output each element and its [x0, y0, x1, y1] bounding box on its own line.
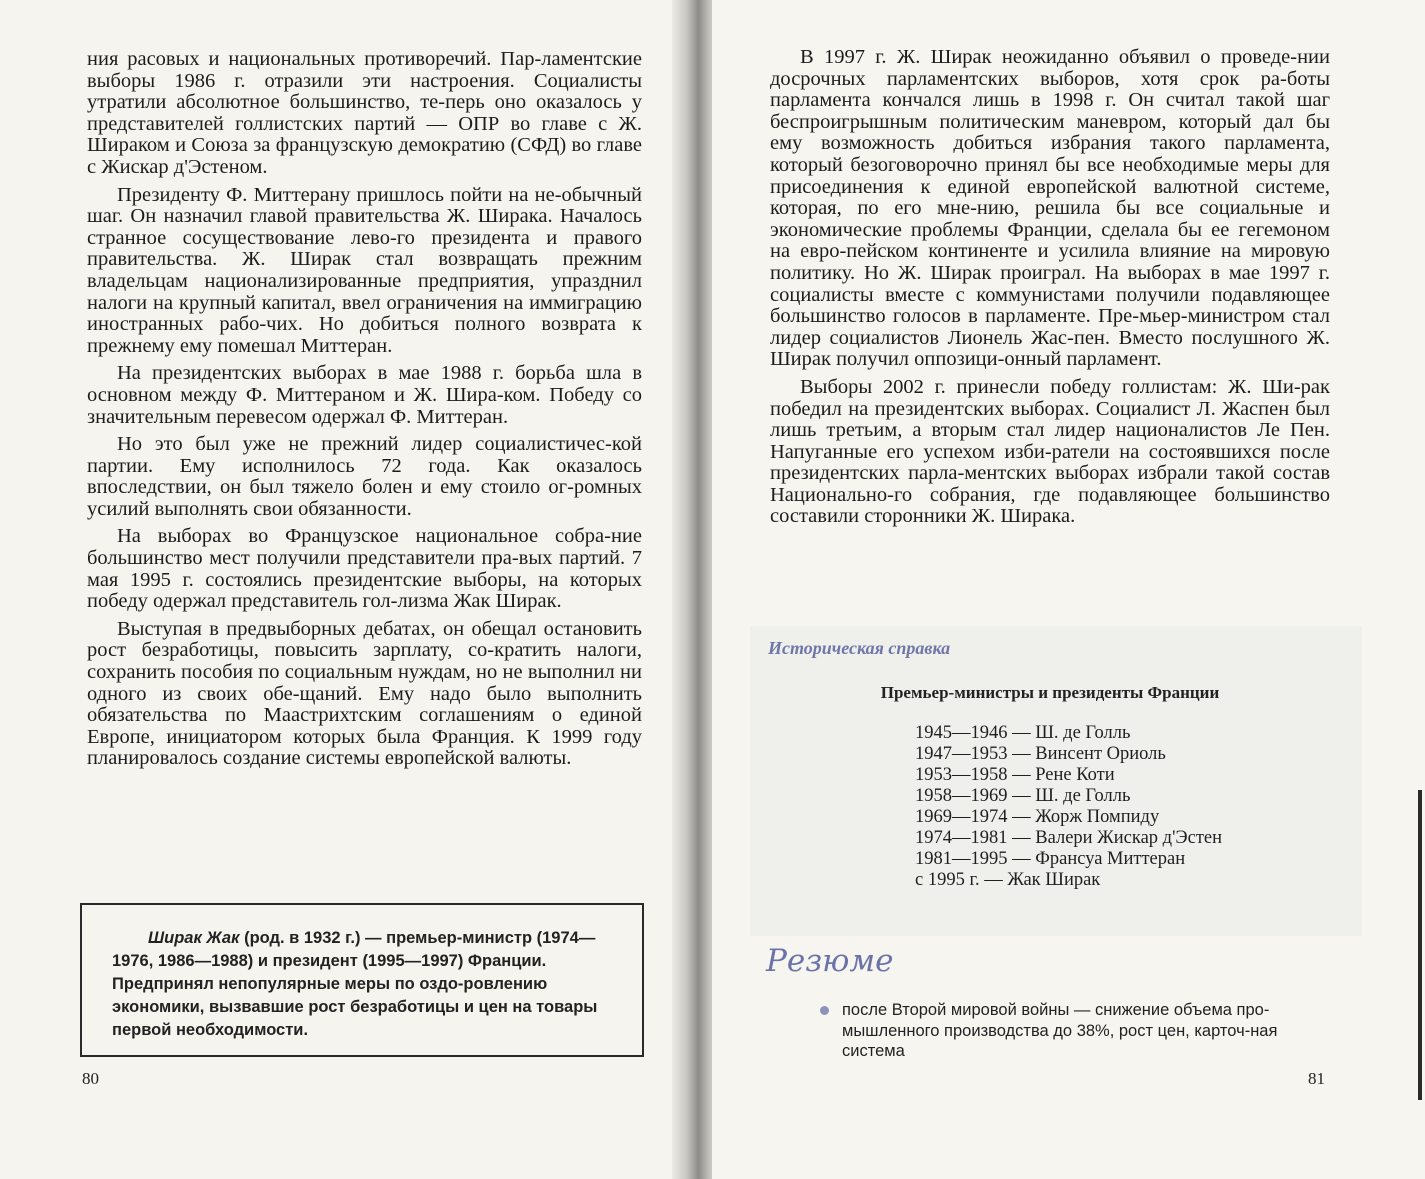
right-text-column [770, 47, 1330, 534]
left-paragraph-1: ния расовых и национальных противоречий. Пар-ламентские выборы 1986 г. отразили эти настроения. Социалисты утратили абсолютное большинство, те-перь оно оказалось у представителей голлистских партий — ОПР во главе с Ж. Шираком и Союза за французскую демократию (СФД) во главе с Жискар д'Эстеном. [87, 48, 642, 178]
left-paragraph-6: Выступая в предвыборных дебатах, он обещал остановить рост безработицы, повысить зарплату, со-кратить налоги, сохранить пособия по социальным нуждам, но не выполнил ни одного из своих обе-щаний. Ему надо было выполнить обязательства по Маастрихтским соглашениям о единой Европе, инициатором которых была Франция. К 1999 году планировалось создание системы европейской валюты. [87, 617, 642, 770]
bullet-icon [820, 1006, 829, 1015]
leader-entry: 1974—1981 — Валери Жискар д'Эстен [915, 828, 1223, 848]
left-text-column [87, 49, 642, 776]
leader-entry: 1981—1995 — Франсуа Миттеран [915, 849, 1186, 869]
leader-entry: 1958—1969 — Ш. де Голль [915, 786, 1131, 806]
leader-entry: 1953—1958 — Рене Коти [915, 765, 1115, 785]
summary-heading: Резюме [766, 943, 894, 979]
page-number-left: 80 [82, 1069, 99, 1088]
summary-item-text: после Второй мировой войны — снижение объема про-мышленного производства до 38%, рост цен, карточ-ная система [842, 1001, 1278, 1060]
leaders-list [915, 723, 1222, 891]
biography-description: (род. в 1932 г.) — премьер-министр (1974—1976, 1986—1988) и президент (1995—1997) Франции. Предпринял непопулярные меры по оздо-ровлению экономики, вызвавшие рост безработицы и цен на товары первой необходимости. [112, 929, 598, 1039]
historical-reference-heading: Историческая справка [768, 638, 951, 658]
biography-name: Ширак Жак [148, 929, 240, 947]
biography-box [80, 903, 644, 1057]
biography-text [112, 927, 617, 1042]
summary-item [818, 1000, 1330, 1062]
leader-entry: с 1995 г. — Жак Ширак [915, 870, 1101, 890]
right-paragraph-1: В 1997 г. Ж. Ширак неожиданно объявил о проведе-нии досрочных парламентских выборов, хотя срок ра-боты парламента кончался лишь в 1998 г. Он считал такой шаг беспроигрышным политическим маневром, который дал бы ему возможность добиться избрания такого парламента, который безоговорочно принял бы все необходимые меры для присоединения к единой европейской валютной системе, которая, по его мне-нию, решила бы все социальные и экономические проблемы Франции, сделала бы ее гегемоном на евро-пейском континенте и усилила влияние на мировую политику. Но Ж. Ширак проиграл. На выборах в мае 1997 г. социалисты вместе с коммунистами получили подавляющее большинство голосов в парламенте. Пре-мьер-министром стал лидер социалистов Лионель Жас-пен. Вместо послушного Ж. Ширак получил оппозици-онный парламент. [770, 46, 1330, 371]
page-edge-shadow [1418, 790, 1422, 1100]
reference-table-title: Премьер-министры и президенты Франции [880, 683, 1220, 702]
page-number-right: 81 [1308, 1069, 1325, 1088]
summary-list [818, 1000, 1330, 1062]
right-paragraph-2: Выборы 2002 г. принесли победу голлистам: Ж. Ши-рак победил на президентских выборах. Социалист Л. Жаспен был лишь третьим, а вторым стал лидер националистов Ле Пен. Напуганные его успехом изби-ратели на состоявшихся после президентских парла-ментских выборах избрали такой состав Национально-го собрания, где подавляющее большинство составили сторонники Ж. Ширака. [770, 375, 1330, 528]
leader-entry: 1969—1974 — Жорж Помпиду [915, 807, 1160, 827]
leader-entry: 1945—1946 — Ш. де Голль [915, 723, 1131, 743]
left-paragraph-2: Президенту Ф. Миттерану пришлось пойти на не-обычный шаг. Он назначил главой правительства Ж. Ширака. Началось странное сосуществование лево-го президента и правого правительства. Ж. Ширак стал возвращать прежним владельцам национализированные предприятия, упразднил налоги на крупный капитал, ввел ограничения на иммиграцию иностранных рабо-чих. Но добиться полного возврата к прежнему ему помешал Миттеран. [87, 183, 642, 357]
leader-entry: 1947—1953 — Винсент Ориоль [915, 744, 1166, 764]
left-paragraph-3: На президентских выборах в мае 1988 г. борьба шла в основном между Ф. Миттераном и Ж. Шира-ком. Победу со значительным перевесом одержал Ф. Миттеран. [87, 362, 642, 428]
left-paragraph-4: Но это был уже не прежний лидер социалистичес-кой партии. Ему исполнилось 72 года. Как оказалось впоследствии, он был тяжело болен и ему стоило ог-ромных усилий выполнять свои обязанности. [87, 433, 642, 520]
left-page [0, 0, 690, 1179]
left-paragraph-5: На выборах во Французское национальное собра-ние большинство мест получили представители пра-вых партий. 7 мая 1995 г. состоялись президентские выборы, на которых победу одержал представитель гол-лизма Жак Ширак. [87, 525, 642, 613]
